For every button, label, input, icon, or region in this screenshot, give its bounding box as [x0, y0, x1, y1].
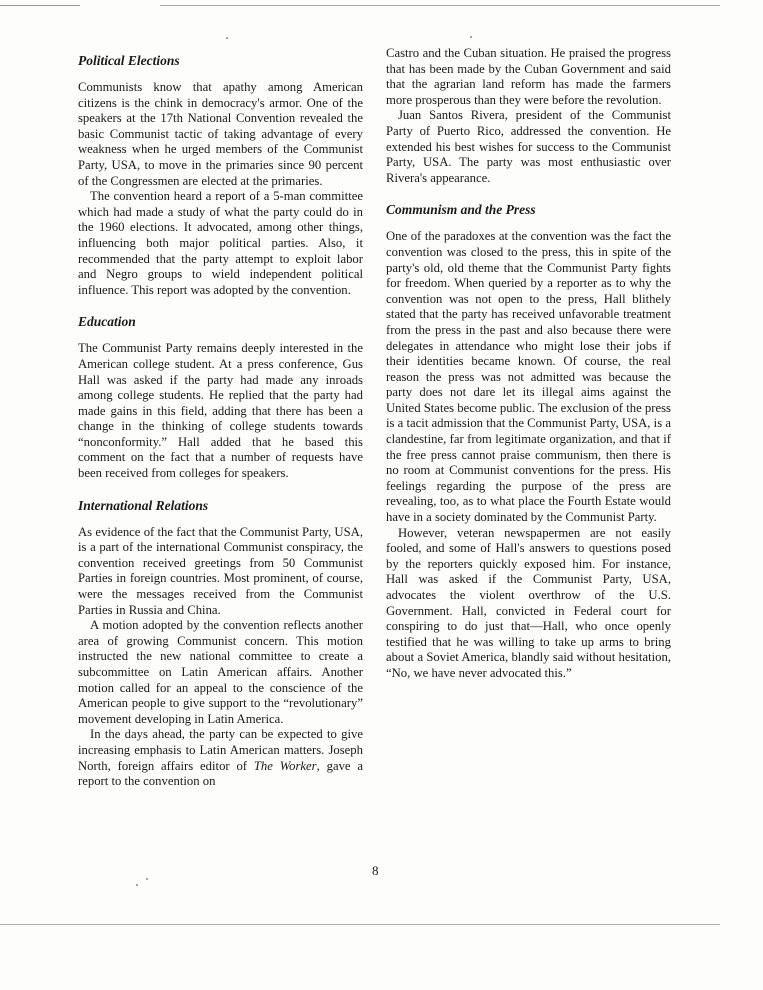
paragraph-text: , gave a report to the convention on	[78, 758, 364, 789]
page-number: 8	[372, 863, 379, 878]
paragraph: A motion adopted by the convention reflects another area of growing Communist concern. This motion instructed the new national committee to create a subcommittee on Latin American affairs. Another motion called for an appeal to the conscience of the American people to give support to the “revolutionary” movement developing in Latin America.	[78, 618, 363, 726]
scan-speck	[226, 37, 228, 39]
paragraph: Juan Santos Rivera, president of the Communist Party of Puerto Rico, addressed the convention. He extended his best wishes for success to the Communist Party, USA. The party was most enthusiastic over Rivera's appearance.	[386, 108, 671, 185]
paragraph: The Communist Party remains deeply interested in the American college student. At a press conference, Gus Hall was asked if the party had made any inroads among college students. He replied that the party had made gains in this field, adding that there has been a change in the thinking of college students towards “nonconformity.” Hall added that he based this comment on the fact that a number of requests have been received from colleges for speakers.	[78, 341, 363, 481]
scan-line-bottom	[0, 924, 720, 925]
scan-speck	[146, 878, 148, 880]
paragraph: However, veteran newspapermen are not easily fooled, and some of Hall's answers to questions posed by the reporters quickly exposed him. For instance, Hall was asked if the Communist Party, USA, advocates the violent overthrow of the U.S. Government. Hall, convicted in Federal court for conspiring to do just that—Hall, who once openly testified that he was willing to take up arms to bring about a Soviet America, blandly said without hesitation, “No, we have never advocated this.”	[386, 525, 671, 680]
paragraph: One of the paradoxes at the convention was the fact the convention was closed to the press, this in spite of the party's old, old theme that the Communist Party fights for freedom. When queried by a reporter as to why the convention was not open to the press, Hall blithely stated that the party has received unfavorable treatment from the press in the past and also because there were delegates in attendance who might lose their jobs if their identities became known. Of course, the real reason the press was not admitted was because the party does not dare let its illegal aims against the United States become public. The exclusion of the press is a tacit admission that the Communist Party, USA, is a clandestine, far from legitimate organization, and that if the free press cannot praise communism, then there is no room at Communist conventions for the press. His feelings regarding the purpose of the press are revealing, too, as to what place the Fourth Estate would have in a society dominated by the Communist Party.	[386, 229, 671, 525]
paragraph: The convention heard a report of a 5-man committee which had made a study of what the party could do in the 1960 elections. It advocated, among other things, influencing both major political parties. Also, it recommended that the party attempt to exploit labor and Negro groups to wield independent political influence. This report was adopted by the convention.	[78, 189, 363, 297]
scan-line-top-left	[0, 5, 80, 6]
scan-speck	[136, 884, 138, 886]
publication-title: The Worker	[253, 758, 317, 773]
heading-political-elections: Political Elections	[78, 53, 180, 68]
heading-education: Education	[78, 314, 136, 330]
left-column	[78, 46, 363, 790]
paragraph: Communists know that apathy among American citizens is the chink in democracy's armor. One of the speakers at the 17th National Convention revealed the basic Communist tactic of taking advantage of every weakness when he urged members of the Communist Party, USA, to move in the primaries since 90 percent of the Congressmen are elected at the primaries.	[78, 80, 363, 188]
scan-speck	[470, 36, 472, 38]
scan-line-top	[160, 5, 720, 6]
paragraph-text: In the days ahead, the party can be expected to give increasing emphasis to Latin American matters. Joseph North, foreign affairs editor of	[78, 727, 363, 773]
paragraph: As evidence of the fact that the Communist Party, USA, is a part of the international Communist conspiracy, the convention received greetings from 50 Communist Parties in foreign countries. Most prominent, of course, were the messages received from the Communist Parties in Russia and China.	[78, 524, 363, 617]
paragraph-continuation: Castro and the Cuban situation. He praised the progress that has been made by the Cuban Government and said that the agrarian land reform has made the farmers more prosperous than they were before the revolution.	[386, 46, 671, 107]
heading-communism-and-the-press: Communism and the Press	[386, 202, 536, 218]
heading-international-relations: International Relations	[78, 497, 209, 513]
paragraph	[78, 727, 363, 789]
right-column	[386, 46, 671, 682]
